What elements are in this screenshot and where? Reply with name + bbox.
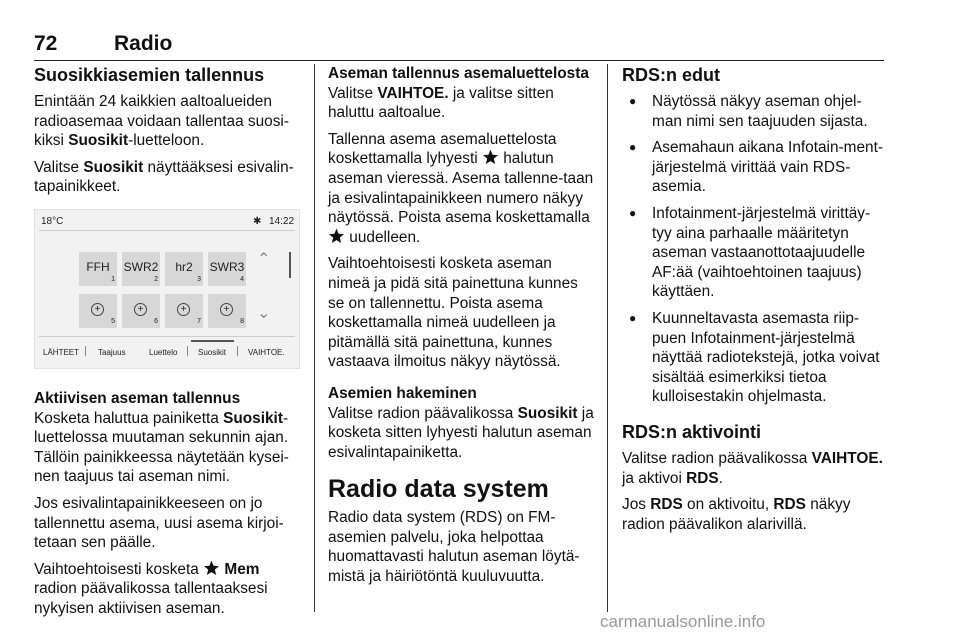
add-icon: +: [220, 303, 233, 316]
list-item: ● Kuunneltavasta asemasta riip-puen Infotainment-järjestelmä näyttää radiotekstejä, jotka voivat sisältää esimerkiksi tietoa kulloisestakin ohjelmasta.: [622, 309, 884, 407]
tab-favourites[interactable]: Suosikit: [198, 347, 227, 357]
empty-preset-button[interactable]: + 8: [208, 294, 246, 328]
tab-sources[interactable]: LÄHTEET: [43, 347, 80, 357]
star-icon: [482, 149, 499, 165]
tab-frequency[interactable]: Taajuus: [98, 347, 126, 357]
list-item: ● Näytössä näkyy aseman ohjel-man nimi sen taajuuden sijasta.: [622, 92, 884, 131]
paragraph: Valitse radion päävalikossa Suosikit ja kosketa sitten lyhyesti halutun aseman esivalintapainiketta.: [328, 404, 594, 461]
heading-retrieve: Asemien hakeminen: [328, 384, 477, 402]
tab-options[interactable]: VAIHTOE.: [248, 347, 285, 357]
paragraph: Jos RDS on aktivoitu, RDS näkyy radion päävalikon alarivillä.: [622, 496, 851, 533]
heading-favourites: Suosikkiasemien tallennus: [34, 65, 265, 85]
tab-list[interactable]: Luettelo: [149, 347, 178, 357]
column-1: [34, 64, 300, 626]
list-item: ● Infotainment-järjestelmä virittäy-tyy aina parhaalle määritetyn aseman vastaanottotaajuudelle AF:ää (vaihtoehtoinen taajuus) käyttäen.: [622, 204, 884, 302]
list-item: ● Asemahaun aikana Infotain-ment-järjestelmä virittää vain RDS-asemia.: [622, 138, 884, 197]
radio-favourites-screen: [34, 209, 300, 369]
temperature: 18°C: [41, 215, 64, 227]
paragraph: Valitse Suosikit näyttääksesi esivalin-tapainikkeet.: [34, 158, 294, 196]
paragraph: Kosketa haluttua painiketta Suosikit-luettelossa muutaman sekunnin ajan. Tällöin painikkeessa näytetään kysei-nen taajuus tai aseman nimi.: [34, 409, 289, 486]
preset-button[interactable]: SWR2 2: [122, 252, 160, 286]
paragraph: Valitse radion päävalikossa VAIHTOE. ja aktivoi RDS.: [622, 449, 883, 487]
heading-active-station: Aktiivisen aseman tallennus: [34, 389, 241, 407]
add-icon: +: [134, 303, 147, 316]
paragraph: Radio data system (RDS) on FM-asemien palvelu, joka helpottaa huomattavasti halutun aseman löytä-mistä ja häiriötöntä kuuluvuutta.: [328, 509, 580, 586]
scrollbar[interactable]: [289, 252, 291, 278]
empty-preset-button[interactable]: + 6: [122, 294, 160, 328]
page-number: 72: [34, 32, 58, 55]
column-2: [328, 64, 596, 594]
page-header: [34, 34, 884, 61]
preset-button[interactable]: FFH 1: [79, 252, 117, 286]
column-divider: [607, 64, 608, 612]
chevron-up-icon[interactable]: ⌃: [257, 250, 271, 268]
paragraph: Vaihtoehtoisesti kosketa Mem radion päävalikossa tallentaaksesi nykyisen aktiivisen aseman.: [34, 560, 268, 617]
heading-store-from-list: Aseman tallennus asemaluettelosta: [328, 65, 589, 82]
section-title: Radio: [114, 32, 173, 55]
preset-button[interactable]: hr2 3: [165, 252, 203, 286]
paragraph: Tallenna asema asemaluettelosta koskettamalla lyhyesti halutun aseman vieressä. Asema tallenne-taan ja esivalintapainikkeen numero näkyy näytössä. Poista asema koskettamalla uudelleen.: [328, 130, 594, 246]
star-icon: [328, 228, 345, 244]
star-icon: [203, 560, 220, 576]
add-icon: +: [91, 303, 104, 316]
empty-preset-button[interactable]: + 7: [165, 294, 203, 328]
paragraph: Valitse VAIHTOE. ja valitse sitten haluttu aaltoalue.: [328, 84, 554, 122]
paragraph: Jos esivalintapainikkeeseen on jo tallennettu asema, uusi asema kirjoi-tetaan sen päälle.: [34, 494, 284, 552]
clock: 14:22: [269, 215, 295, 227]
paragraph: Enintään 24 kaikkien aaltoalueiden radioasemaa voidaan tallentaa suosi-kiksi Suosikit-luetteloon.: [34, 93, 289, 150]
gear-icon: ✱: [253, 215, 262, 227]
heading-rds: Radio data system: [328, 475, 549, 504]
column-3: [622, 64, 884, 541]
heading-rds-benefits: RDS:n edut: [622, 65, 720, 85]
add-icon: +: [177, 303, 190, 316]
preset-button[interactable]: SWR3 4: [208, 252, 246, 286]
benefits-list: [622, 92, 884, 407]
chevron-down-icon[interactable]: ⌄: [257, 304, 271, 322]
paragraph: Vaihtoehtoisesti kosketa aseman nimeä ja pidä sitä painettuna kunnes se on tallennettu. Poista asema koskettamalla nimeä uudelleen ja pitämällä sitä painettuna, kunnes vastaava ilmoitus näkyy näytössä.: [328, 255, 578, 371]
watermark: carmanualsonline.info: [600, 612, 766, 631]
empty-preset-button[interactable]: + 5: [79, 294, 117, 328]
heading-rds-activate: RDS:n aktivointi: [622, 421, 762, 442]
column-divider: [314, 64, 315, 612]
